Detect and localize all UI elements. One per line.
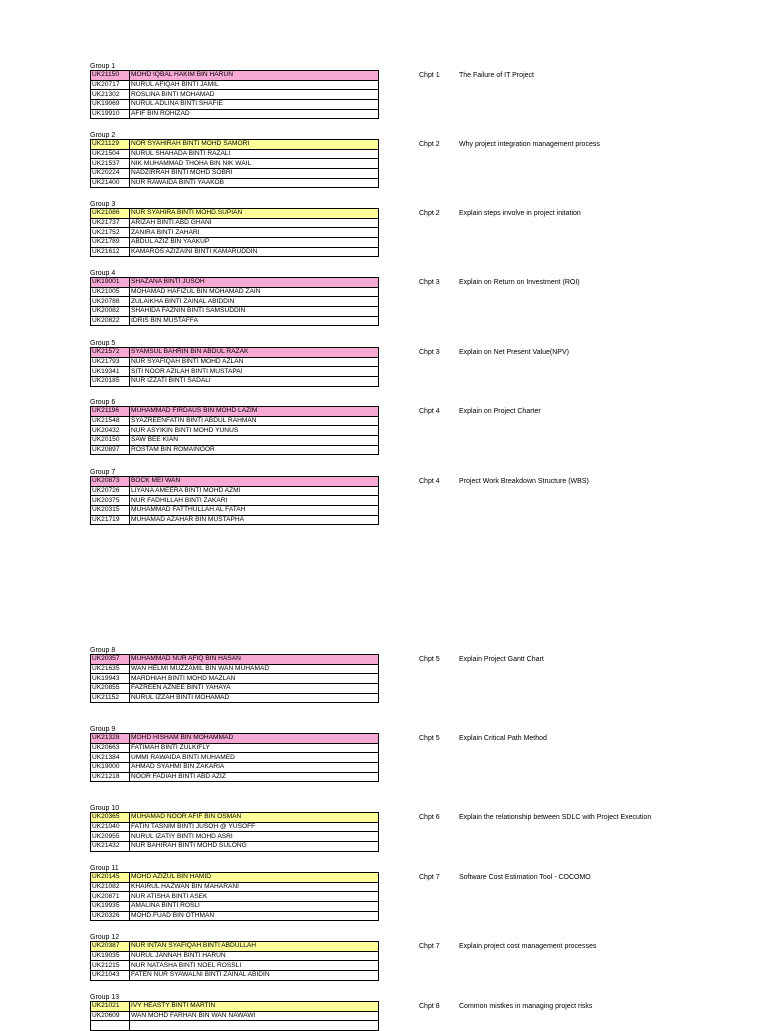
topic-label: Explain the relationship between SDLC with Project Execution xyxy=(459,814,652,821)
topic-label: Why project integration management process xyxy=(459,141,600,148)
member-row xyxy=(91,832,379,842)
student-name: FATIN TASNIM BINTI JUSOH @ YUSOFF xyxy=(130,822,379,832)
student-name xyxy=(130,1021,379,1031)
group-label: Group 7 xyxy=(90,469,116,476)
student-name: KAMAROS AZIZAINI BINTI KAMARUDDIN xyxy=(130,247,379,257)
member-row xyxy=(91,426,379,436)
student-id: UK21752 xyxy=(91,228,130,238)
member-row xyxy=(91,307,379,317)
member-row xyxy=(91,169,379,179)
member-table xyxy=(90,941,379,981)
leader-row xyxy=(91,655,379,665)
student-name: NURUL IZATIY BINTI MOHD ASRI xyxy=(130,832,379,842)
member-row xyxy=(91,218,379,228)
student-id: UK19935 xyxy=(91,902,130,912)
group-block xyxy=(90,993,730,1031)
student-id: UK21537 xyxy=(91,159,130,169)
student-id: UK20145 xyxy=(91,873,130,883)
student-name: NURUL AFIQAH BINTI JAMIL xyxy=(130,80,379,90)
student-name: FAZREEN AZNEE BINTI YAHAYA xyxy=(130,684,379,694)
member-row xyxy=(91,486,379,496)
chapter-label: Chpt 4 xyxy=(419,408,440,415)
student-id: UK20375 xyxy=(91,496,130,506)
student-id: UK20082 xyxy=(91,307,130,317)
student-id: UK19000 xyxy=(91,763,130,773)
student-id: UK20609 xyxy=(91,1011,130,1021)
student-name: NADZIRRAH BINTI MOHD SOBRI xyxy=(130,169,379,179)
topic-label: The Failure of IT Project xyxy=(459,72,534,79)
member-row xyxy=(91,159,379,169)
member-table xyxy=(90,139,379,188)
topic-label: Explain on Return on Investment (ROI) xyxy=(459,279,580,286)
student-name: MOHD HISHAM BIN MOHAMMAD xyxy=(130,734,379,744)
group-label: Group 3 xyxy=(90,201,116,208)
leader-row xyxy=(91,278,379,288)
student-name: NURUL IZZAH BINTI MOHAMAD xyxy=(130,693,379,703)
student-id: UK20822 xyxy=(91,316,130,326)
student-name: NUR ATISHA BINTI ASEK xyxy=(130,892,379,902)
member-row xyxy=(91,674,379,684)
student-id: UK21196 xyxy=(91,407,130,417)
member-row xyxy=(91,357,379,367)
member-row xyxy=(91,506,379,516)
chapter-label: Chpt 3 xyxy=(419,279,440,286)
student-name: ABDUL AZIZ BIN YAAKUP xyxy=(130,238,379,248)
student-id: UK19910 xyxy=(91,109,130,119)
topic-label: Explain on Net Present Value(NPV) xyxy=(459,349,569,356)
group-block xyxy=(90,804,730,852)
topic-label: Software Cost Estimation Tool - COCOMO xyxy=(459,874,591,881)
student-name: WAN HELMI MUZZAMIL BIN WAN MUHAMAD xyxy=(130,664,379,674)
student-id: UK20726 xyxy=(91,486,130,496)
student-name: NUR FADHILLAH BINTI ZAKARI xyxy=(130,496,379,506)
group-block xyxy=(90,269,730,326)
member-row xyxy=(91,287,379,297)
student-name: MOHD AZIZUL BIN HAMID xyxy=(130,873,379,883)
student-name: MOHAMAD HAFIZUL BIN MOHAMAD ZAIN xyxy=(130,287,379,297)
student-id: UK21215 xyxy=(91,961,130,971)
group-block xyxy=(90,468,730,525)
member-row xyxy=(91,892,379,902)
member-row xyxy=(91,80,379,90)
chapter-label: Chpt 5 xyxy=(419,735,440,742)
member-table xyxy=(90,70,379,119)
member-table xyxy=(90,476,379,525)
student-id: UK19001 xyxy=(91,278,130,288)
student-name: MUHAMAD AZAHAR BIN MUSTAPHA xyxy=(130,515,379,525)
member-row xyxy=(91,436,379,446)
group-label: Group 13 xyxy=(90,994,120,1001)
student-name: NUR INTAN SYAFIQAH BINTI ABDULLAH xyxy=(130,942,379,952)
topic-label: Explain project cost management processes xyxy=(459,943,597,950)
student-id: UK21719 xyxy=(91,515,130,525)
chapter-label: Chpt 2 xyxy=(419,210,440,217)
group-block xyxy=(90,646,730,703)
member-row xyxy=(91,515,379,525)
student-name: ARIZAH BINTI ABD GHANI xyxy=(130,218,379,228)
group-block xyxy=(90,398,730,455)
student-id: UK20185 xyxy=(91,377,130,387)
student-id: UK20387 xyxy=(91,942,130,952)
member-row xyxy=(91,902,379,912)
student-id: UK20873 xyxy=(91,477,130,487)
student-name: SHAZANA BINTI JUSOH xyxy=(130,278,379,288)
leader-row xyxy=(91,873,379,883)
student-id: UK21635 xyxy=(91,664,130,674)
group-label: Group 10 xyxy=(90,805,120,812)
student-id: UK19341 xyxy=(91,367,130,377)
student-id: UK20432 xyxy=(91,426,130,436)
student-name: MUHAMAD NOOR AFIF BIN OSMAN xyxy=(130,813,379,823)
topic-label: Project Work Breakdown Structure (WBS) xyxy=(459,478,589,485)
topic-label: Explain Critical Path Method xyxy=(459,735,547,742)
student-name: MOHD IQBAL HAKIM BIN HARUN xyxy=(130,71,379,81)
member-row xyxy=(91,316,379,326)
student-name: NUR BAHIRAH BINTI MOHD SULONG xyxy=(130,842,379,852)
student-name: KHAIRUL HAZWAN BIN MAHARANI xyxy=(130,882,379,892)
student-name: WAN MOHD FARHAN BIN WAN NAWAWI xyxy=(130,1011,379,1021)
topic-label: Explain Project Gantt Chart xyxy=(459,656,544,663)
student-name: SITI NOOR AZILAH BINTI MUSTAPAI xyxy=(130,367,379,377)
group-block xyxy=(90,131,730,188)
student-id: UK20717 xyxy=(91,80,130,90)
student-name: NUR ASYIKIN BINTI MOHD YUNUS xyxy=(130,426,379,436)
student-id: UK20315 xyxy=(91,506,130,516)
member-row xyxy=(91,743,379,753)
student-name: NUR SYAHIRA BINTI MOHD.SUPIAN xyxy=(130,209,379,219)
student-id: UK20855 xyxy=(91,684,130,694)
member-row xyxy=(91,149,379,159)
student-id: UK21400 xyxy=(91,178,130,188)
member-row xyxy=(91,1021,379,1031)
group-label: Group 1 xyxy=(90,63,116,70)
member-row xyxy=(91,842,379,852)
member-row xyxy=(91,100,379,110)
chapter-label: Chpt 2 xyxy=(419,141,440,148)
student-id: UK20224 xyxy=(91,169,130,179)
member-row xyxy=(91,416,379,426)
member-row xyxy=(91,753,379,763)
member-row xyxy=(91,971,379,981)
student-name: MUHAMMAD NUR AFIQ BIN HASAN xyxy=(130,655,379,665)
group-block xyxy=(90,339,730,387)
student-name: AHMAD SYAHMI BIN ZAKARIA xyxy=(130,763,379,773)
chapter-label: Chpt 7 xyxy=(419,943,440,950)
chapter-label: Chpt 6 xyxy=(419,814,440,821)
topic-label: Explain steps involve in project initation xyxy=(459,210,581,217)
leader-row xyxy=(91,348,379,358)
student-name: MARDHIAH BINTI MOHD MAZLAN xyxy=(130,674,379,684)
student-id: UK20365 xyxy=(91,813,130,823)
member-row xyxy=(91,496,379,506)
student-name: NUR IZZATI BINTI SADALI xyxy=(130,377,379,387)
chapter-label: Chpt 1 xyxy=(419,72,440,79)
student-name: ZULAIKHA BINTI ZAINAL ABIDDIN xyxy=(130,297,379,307)
student-id: UK21129 xyxy=(91,140,130,150)
member-row xyxy=(91,693,379,703)
member-row xyxy=(91,178,379,188)
student-id: UK20150 xyxy=(91,436,130,446)
student-id: UK21572 xyxy=(91,348,130,358)
student-name: MUHAMMAD FIRDAUS BIN MOHD LAZIM xyxy=(130,407,379,417)
member-row xyxy=(91,445,379,455)
member-row xyxy=(91,951,379,961)
student-id: UK19069 xyxy=(91,100,130,110)
member-table xyxy=(90,208,379,257)
member-table xyxy=(90,347,379,387)
member-row xyxy=(91,882,379,892)
student-name: NURUL ADLINA BINTI SHAFIE xyxy=(130,100,379,110)
group-block xyxy=(90,725,730,782)
student-name: ZANIRA BINTI ZAHARI xyxy=(130,228,379,238)
member-row xyxy=(91,1011,379,1021)
student-id: UK20897 xyxy=(91,445,130,455)
student-id: UK21384 xyxy=(91,753,130,763)
member-row xyxy=(91,684,379,694)
member-table xyxy=(90,812,379,852)
group-label: Group 11 xyxy=(90,865,119,872)
student-id: UK21086 xyxy=(91,209,130,219)
member-row xyxy=(91,238,379,248)
member-row xyxy=(91,367,379,377)
group-label: Group 5 xyxy=(90,340,116,347)
topic-label: Explain on Project Charter xyxy=(459,408,541,415)
student-name: NUR RAWAIDA BINTI YAAKOB xyxy=(130,178,379,188)
student-id: UK21040 xyxy=(91,822,130,832)
member-row xyxy=(91,772,379,782)
leader-row xyxy=(91,1002,379,1012)
group-label: Group 2 xyxy=(90,132,116,139)
student-name: MOHD.FUAD BIN OTHMAN xyxy=(130,911,379,921)
group-label: Group 8 xyxy=(90,647,116,654)
group-label: Group 4 xyxy=(90,270,116,277)
student-id: UK21737 xyxy=(91,218,130,228)
chapter-label: Chpt 3 xyxy=(419,349,440,356)
leader-row xyxy=(91,407,379,417)
student-id: UK20955 xyxy=(91,832,130,842)
student-id: UK20326 xyxy=(91,911,130,921)
student-id: UK21789 xyxy=(91,238,130,248)
student-name: FATEN NUR SYAWALNI BINTI ZAINAL ABIDIN xyxy=(130,971,379,981)
student-name: NOR SYAHIRAH BINTI MOHD SAMORI xyxy=(130,140,379,150)
leader-row xyxy=(91,813,379,823)
member-table xyxy=(90,654,379,703)
student-id: UK20663 xyxy=(91,743,130,753)
student-id: UK21082 xyxy=(91,882,130,892)
member-table xyxy=(90,406,379,455)
member-row xyxy=(91,911,379,921)
student-name: UMMI RAWAIDA BINTI MUHAMED xyxy=(130,753,379,763)
student-name: AMALINA BINTI ROSLI xyxy=(130,902,379,912)
student-name: ROSLINA BINTI MOHAMAD xyxy=(130,90,379,100)
student-name: NURUL JANNAH BINTI HARUN xyxy=(130,951,379,961)
student-id: UK21328 xyxy=(91,734,130,744)
student-id: UK21043 xyxy=(91,971,130,981)
chapter-label: Chpt 8 xyxy=(419,1003,440,1010)
student-id: UK21152 xyxy=(91,693,130,703)
group-block xyxy=(90,864,730,921)
member-table xyxy=(90,1001,379,1031)
student-id: UK20871 xyxy=(91,892,130,902)
leader-row xyxy=(91,942,379,952)
student-id: UK21548 xyxy=(91,416,130,426)
student-id: UK21150 xyxy=(91,71,130,81)
group-label: Group 9 xyxy=(90,726,116,733)
student-id: UK21504 xyxy=(91,149,130,159)
student-name: NURUL SHAHADA BINTI RAZALI xyxy=(130,149,379,159)
member-table xyxy=(90,733,379,782)
student-id: UK19035 xyxy=(91,951,130,961)
member-table xyxy=(90,277,379,326)
member-row xyxy=(91,664,379,674)
student-name: LIYANA AMEERA BINTI MOHD AZMI xyxy=(130,486,379,496)
student-name: SAW BEE KIAN xyxy=(130,436,379,446)
topic-label: Common mistkes in managing project risks xyxy=(459,1003,593,1010)
group-block xyxy=(90,62,730,119)
leader-row xyxy=(91,477,379,487)
student-name: SHAHIDA FAZNIN BINTI SAMSUDDIN xyxy=(130,307,379,317)
member-row xyxy=(91,377,379,387)
student-name: IDRIS BIN MUSTAFFA xyxy=(130,316,379,326)
student-name: AFIF BIN ROHIZAD xyxy=(130,109,379,119)
leader-row xyxy=(91,734,379,744)
chapter-label: Chpt 7 xyxy=(419,874,440,881)
student-name: NUR SYAFIQAH BINTI MOHD AZLAN xyxy=(130,357,379,367)
student-name: NOOR FADIAH BINTI ABD AZIZ xyxy=(130,772,379,782)
student-id: UK20788 xyxy=(91,297,130,307)
student-name: FATIMAH BINTI ZULKIFLY xyxy=(130,743,379,753)
student-name: ROSTAM BIN ROMAINOOR xyxy=(130,445,379,455)
group-label: Group 12 xyxy=(90,934,120,941)
student-id: UK21612 xyxy=(91,247,130,257)
student-name: SYAMSUL BAHRIN BIN ABDUL RAZAK xyxy=(130,348,379,358)
student-id: UK19943 xyxy=(91,674,130,684)
member-row xyxy=(91,228,379,238)
group-label: Group 6 xyxy=(90,399,116,406)
student-name: IVY HEASTY BINTI MARTIN xyxy=(130,1002,379,1012)
student-id: UK21793 xyxy=(91,357,130,367)
student-id: UK21302 xyxy=(91,90,130,100)
chapter-label: Chpt 5 xyxy=(419,656,440,663)
member-table xyxy=(90,872,379,921)
student-id xyxy=(91,1021,130,1031)
member-row xyxy=(91,961,379,971)
leader-row xyxy=(91,209,379,219)
member-row xyxy=(91,763,379,773)
student-id: UK20357 xyxy=(91,655,130,665)
student-name: NIK MUHAMMAD THOHA BIN NIK WAIL xyxy=(130,159,379,169)
leader-row xyxy=(91,71,379,81)
member-row xyxy=(91,90,379,100)
student-name: SYAZREENFATIN BINTI ABDUL RAHMAN xyxy=(130,416,379,426)
chapter-label: Chpt 4 xyxy=(419,478,440,485)
member-row xyxy=(91,822,379,832)
student-id: UK21005 xyxy=(91,287,130,297)
group-block xyxy=(90,200,730,257)
student-name: MUHAMMAD FATTHULLAH AL FATAH xyxy=(130,506,379,516)
member-row xyxy=(91,297,379,307)
student-name: NUR NATASHA BINTI NOEL ROSSLI xyxy=(130,961,379,971)
leader-row xyxy=(91,140,379,150)
member-row xyxy=(91,109,379,119)
group-block xyxy=(90,933,730,981)
student-id: UK21218 xyxy=(91,772,130,782)
student-id: UK21021 xyxy=(91,1002,130,1012)
student-name: BOCK MEI WAN xyxy=(130,477,379,487)
member-row xyxy=(91,247,379,257)
student-id: UK21432 xyxy=(91,842,130,852)
